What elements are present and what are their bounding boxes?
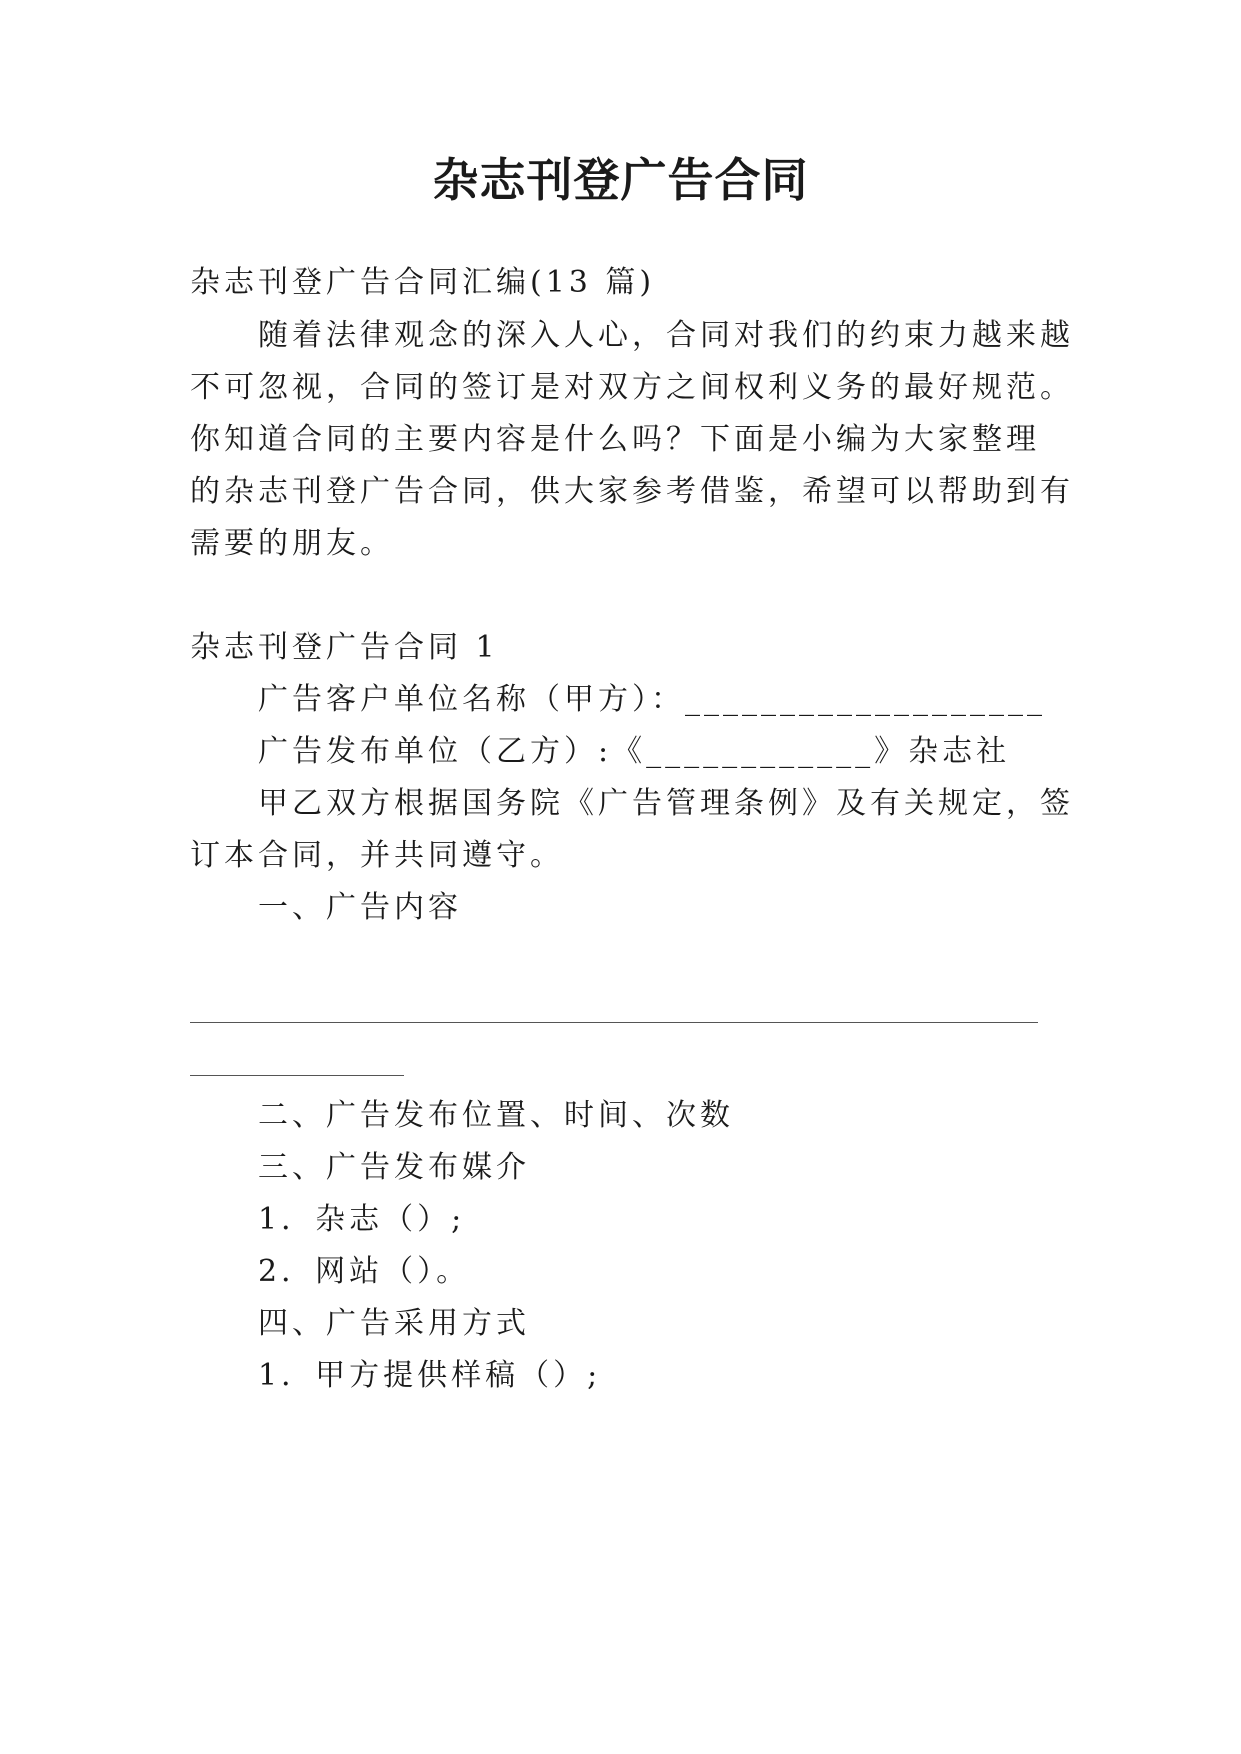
media-item-magazine: 1．杂志（）;	[258, 1202, 466, 1237]
heading-ad-content: 一、广告内容	[258, 890, 462, 925]
section-title: 杂志刊登广告合同 1	[190, 630, 499, 665]
intro-line-4: 的杂志刊登广告合同，供大家参考借鉴，希望可以帮助到有	[190, 474, 1074, 509]
intro-line-1: 随着法律观念的深入人心，合同对我们的约束力越来越	[258, 318, 1074, 353]
method-item-sample: 1．甲方提供样稿（）;	[258, 1358, 602, 1393]
document-title: 杂志刊登广告合同	[432, 153, 809, 207]
basis-line-2: 订本合同，并共同遵守。	[190, 838, 564, 873]
intro-line-2: 不可忽视，合同的签订是对双方之间权利义务的最好规范。	[190, 370, 1074, 405]
heading-ad-position: 二、广告发布位置、时间、次数	[258, 1098, 734, 1133]
party-a-line: 广告客户单位名称（甲方）：___________________	[258, 682, 1046, 717]
document-subtitle: 杂志刊登广告合同汇编(13 篇)	[190, 265, 656, 300]
blank-fill-line-1	[190, 1022, 1038, 1023]
heading-ad-method: 四、广告采用方式	[258, 1306, 530, 1341]
intro-line-3: 你知道合同的主要内容是什么吗？下面是小编为大家整理	[190, 422, 1040, 457]
heading-ad-media: 三、广告发布媒介	[258, 1150, 530, 1185]
basis-line-1: 甲乙双方根据国务院《广告管理条例》及有关规定，签	[258, 786, 1074, 821]
media-item-website: 2．网站（）。	[258, 1254, 471, 1289]
party-b-line: 广告发布单位（乙方）:《____________》杂志社	[258, 734, 1011, 769]
intro-line-5: 需要的朋友。	[190, 526, 394, 561]
blank-fill-line-2	[190, 1075, 404, 1076]
